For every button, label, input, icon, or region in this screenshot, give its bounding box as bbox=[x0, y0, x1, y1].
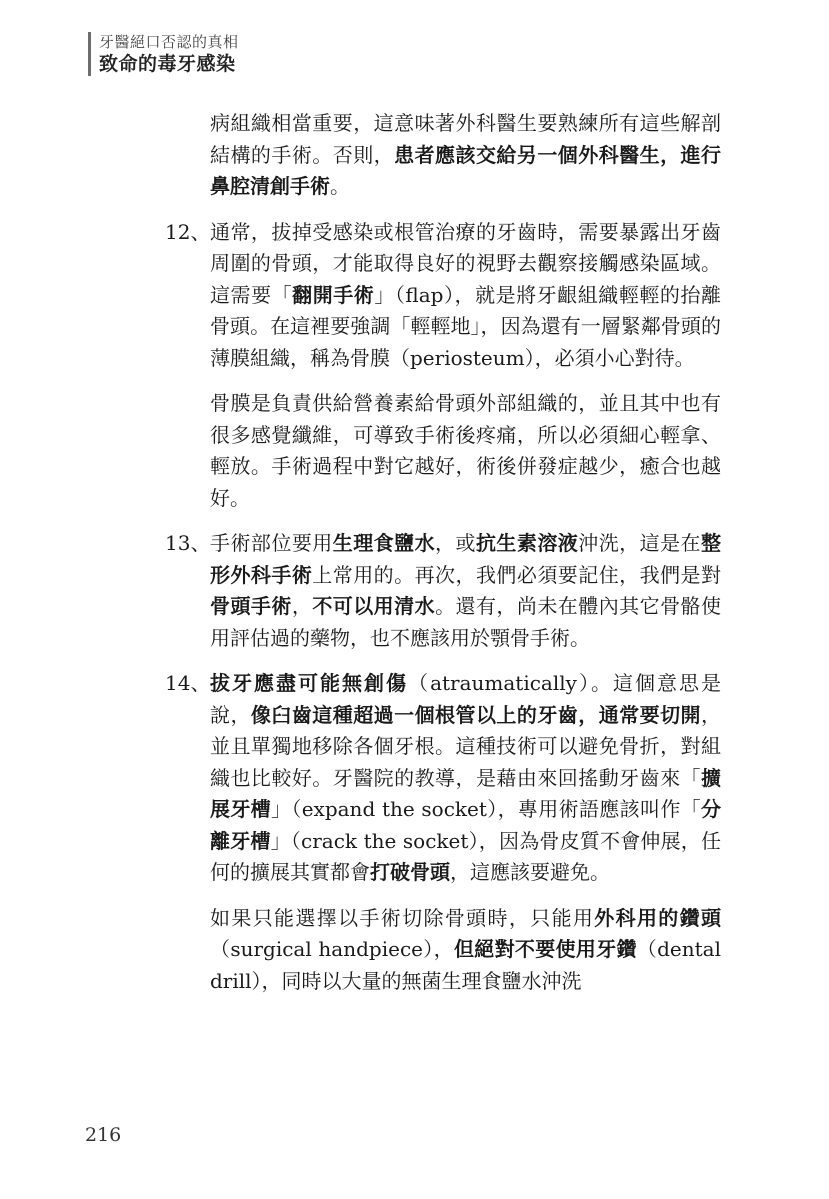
text-run: （atraumatically）。這個意思是說， bbox=[210, 671, 722, 727]
text-run: 沖洗，這是在 bbox=[578, 531, 702, 555]
page-body bbox=[165, 108, 721, 1011]
running-head bbox=[88, 32, 239, 76]
text-run: （surgical handpiece）， bbox=[210, 937, 454, 961]
text-run: 上常用的。再次，我們必須要記住，我們是對 bbox=[312, 562, 722, 587]
text-run: 。 bbox=[330, 174, 350, 198]
text-run: 。還有，尚未在體內其它骨骼使用評估過的藥物，也不應該用於顎骨手術。 bbox=[210, 594, 722, 650]
text-run: ，或 bbox=[435, 531, 476, 555]
bold-text: 患者應該交給另一個外科醫生，進行鼻腔清創手術 bbox=[210, 142, 721, 198]
text-run: 手術部位要用 bbox=[210, 531, 333, 555]
item-number: 14、 bbox=[165, 671, 211, 695]
bold-text: 拔牙應盡可能無創傷 bbox=[210, 671, 409, 695]
paragraph bbox=[210, 903, 721, 998]
bold-text: 外科用的鑽頭 bbox=[594, 905, 722, 930]
paragraph bbox=[210, 388, 721, 514]
item-number: 12、 bbox=[165, 219, 211, 244]
text-run: 如果只能選擇以手術切除骨頭時，只能用 bbox=[210, 905, 595, 930]
list-item-13 bbox=[165, 528, 721, 654]
text-run: 骨膜是負責供給營養素給骨頭外部組織的，並且其中也有很多感覺纖維，可導致手術後疼痛，所以必須細心輕拿、輕放。手術過程中對它越好，術後併發症越少，癒合也越好。 bbox=[210, 391, 721, 510]
text-run: ，並且單獨地移除各個牙根。這種技術可以避免骨折，對組織也比較好。牙醫院的教導，是藉由來回搖動牙齒來「 bbox=[210, 702, 722, 790]
list-item-12 bbox=[165, 217, 721, 375]
bold-text: 不可以用清水 bbox=[312, 594, 436, 618]
bold-text: 但絕對不要使用牙鑽 bbox=[453, 937, 637, 961]
bold-text: 生理食鹽水 bbox=[332, 531, 436, 555]
text-run: 病組織相當重要，這意味著外科醫生要熟練所有這些解剖結構的手術。否則， bbox=[210, 111, 721, 167]
text-run: （dental drill），同時以大量的無菌生理食鹽水沖洗 bbox=[210, 937, 721, 993]
bold-text: 像臼齒這種超過一個根管以上的牙齒，通常要切開 bbox=[250, 702, 702, 727]
chapter-title: 致命的毒牙感染 bbox=[99, 53, 236, 75]
text-run: 」（flap），就是將牙齦組織輕輕的抬離骨頭。在這裡要強調「輕輕地」，因為還有一層緊鄰骨頭的薄膜組織，稱為骨膜（periosteum），必須小心對待。 bbox=[210, 282, 721, 370]
text-run: 」（expand the socket），專用術語應該叫作「 bbox=[271, 797, 701, 821]
bold-text: 打破骨頭 bbox=[370, 860, 450, 884]
bold-text: 抗生素溶液 bbox=[475, 531, 579, 555]
text-run: ，這應該要避免。 bbox=[450, 860, 610, 884]
text-run: ， bbox=[291, 594, 313, 618]
list-item-14 bbox=[165, 668, 721, 889]
text-run: 」（crack the socket），因為骨皮質不會伸展，任何的擴展其實都會 bbox=[210, 828, 721, 884]
item-number: 13、 bbox=[165, 531, 211, 555]
bold-text: 分離牙槽 bbox=[210, 797, 721, 853]
paragraph-continuation bbox=[210, 108, 721, 203]
page-number: 216 bbox=[85, 1124, 122, 1146]
text-run: 通常，拔掉受感染或根管治療的牙齒時，需要暴露出牙齒周圍的骨頭，才能取得良好的視野去觀察接觸感染區域。這需要「 bbox=[210, 219, 721, 307]
bold-text: 整形外科手術 bbox=[210, 531, 722, 587]
book-title: 牙醫絕口否認的真相 bbox=[99, 33, 239, 51]
bold-text: 翻開手術 bbox=[292, 282, 375, 307]
bold-text: 骨頭手術 bbox=[210, 594, 292, 618]
bold-text: 擴展牙槽 bbox=[210, 765, 721, 821]
